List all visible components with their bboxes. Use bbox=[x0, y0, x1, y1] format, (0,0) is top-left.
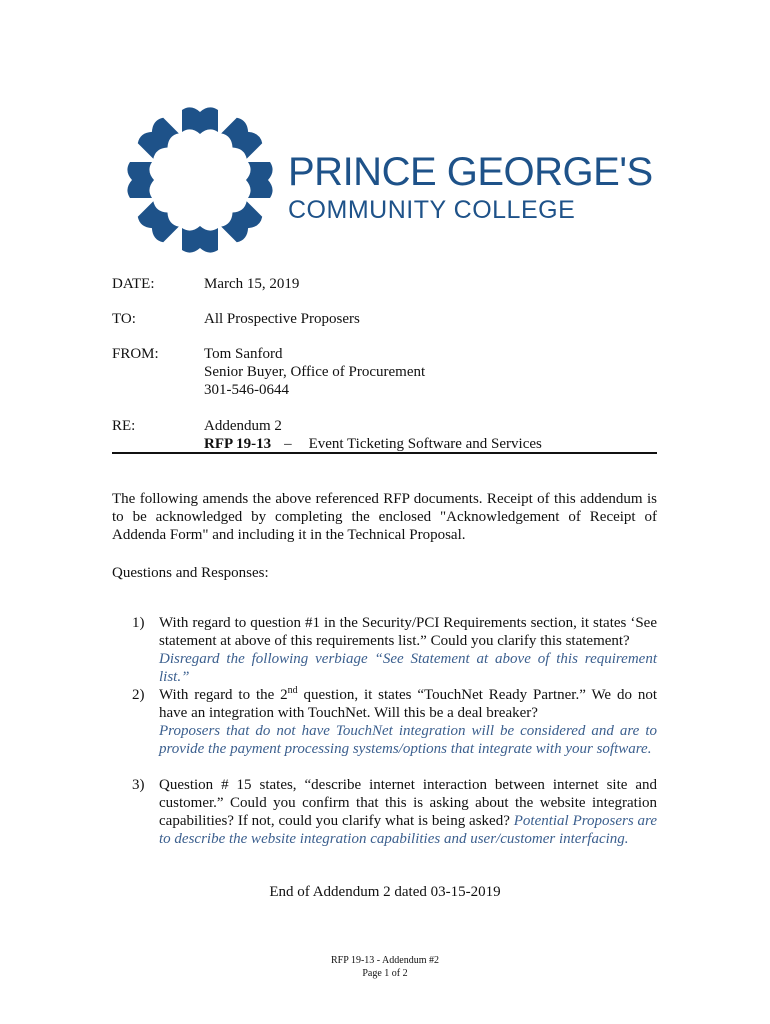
from-label: FROM: bbox=[112, 346, 159, 362]
book-wheel-icon bbox=[120, 100, 280, 260]
question-body bbox=[159, 776, 657, 848]
re-dash: – bbox=[284, 436, 292, 452]
re-rfp-line bbox=[204, 435, 542, 453]
re-rfp-number: RFP 19-13 bbox=[204, 436, 272, 452]
question-body bbox=[159, 614, 657, 686]
footer-rfp-line: RFP 19-13 - Addendum #2 bbox=[331, 955, 439, 966]
college-logo bbox=[120, 100, 680, 260]
question-item-2 bbox=[132, 686, 657, 758]
question-text: With regard to question #1 in the Security/PCI Requirements section, it states ‘See statement at above of this requirements list.” Could you clarify this statement? bbox=[159, 615, 657, 649]
closing-line: End of Addendum 2 dated 03-15-2019 bbox=[269, 884, 501, 900]
date-label: DATE: bbox=[112, 276, 155, 292]
from-title: Senior Buyer, Office of Procurement bbox=[204, 364, 426, 380]
question-text: Question # 15 states, “describe internet interaction between internet site and customer.” Could you confirm that this is asking about the website integration capabilities? If not, could you clarify what is being asked? bbox=[159, 777, 657, 829]
re-label: RE: bbox=[112, 418, 136, 434]
question-number: 1) bbox=[132, 615, 145, 631]
re-subject: Event Ticketing Software and Services bbox=[308, 436, 542, 452]
question-item-3 bbox=[132, 776, 657, 848]
answer-text: Disregard the following verbiage “See Statement at above of this requirement list.” bbox=[159, 651, 657, 685]
ordinal-suffix: nd bbox=[287, 685, 298, 696]
question-body bbox=[159, 686, 657, 758]
header-divider bbox=[112, 452, 657, 454]
logo-title: PRINCE GEORGE'S bbox=[288, 150, 653, 194]
logo-subtitle: COMMUNITY COLLEGE bbox=[288, 196, 576, 224]
from-phone: 301-546-0644 bbox=[204, 382, 289, 398]
question-number: 2) bbox=[132, 687, 145, 703]
intro-paragraph: The following amends the above referenced RFP documents. Receipt of this addendum is to be acknowledged by completing the enclosed "Acknowledgement of Receipt of Addenda Form" and including it in the Technical Proposal. bbox=[112, 491, 657, 543]
to-label: TO: bbox=[112, 311, 136, 327]
question-text-end: question, it states “TouchNet Ready Partner.” We do not have an integration with TouchNet. Will this be a deal breaker? bbox=[159, 687, 657, 721]
from-name: Tom Sanford bbox=[204, 346, 283, 362]
question-number: 3) bbox=[132, 777, 145, 793]
to-value: All Prospective Proposers bbox=[204, 311, 360, 327]
qa-heading: Questions and Responses: bbox=[112, 565, 269, 581]
answer-text: Potential Proposers are to describe the website integration capabilities and user/customer interfacing. bbox=[159, 813, 657, 847]
date-value: March 15, 2019 bbox=[204, 276, 300, 292]
question-text-start: With regard to the 2 bbox=[159, 687, 288, 703]
footer-page-number: Page 1 of 2 bbox=[362, 968, 408, 979]
answer-text: Proposers that do not have TouchNet integration will be considered and are to provide the payment processing systems/options that integrate with your software. bbox=[159, 723, 657, 757]
question-item-1 bbox=[132, 614, 657, 686]
re-addendum: Addendum 2 bbox=[204, 418, 282, 434]
